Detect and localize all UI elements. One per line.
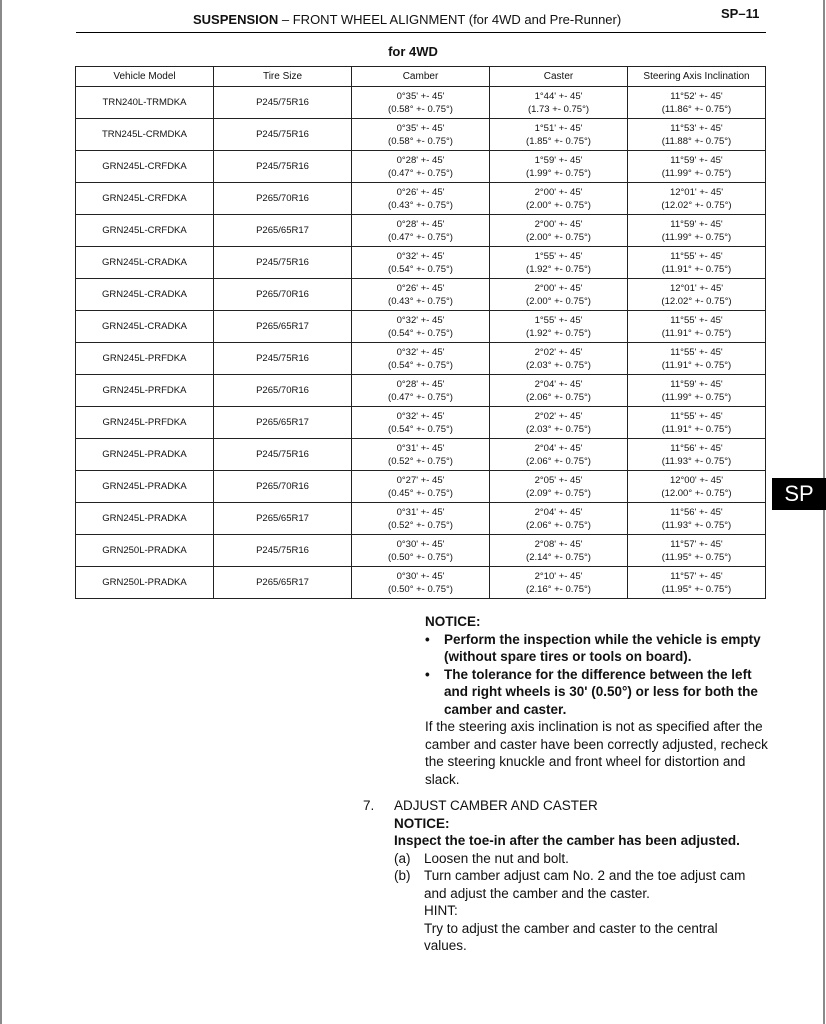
table-body: [76, 87, 766, 599]
sub-step-a: [394, 850, 763, 868]
bullet-icon: •: [425, 666, 430, 682]
camber-cell: [352, 503, 490, 535]
tire-size-cell-text: P245/75R16: [256, 97, 309, 108]
sai-cell-dms: 12°01' +- 45': [669, 282, 724, 294]
camber-cell-decimal: (0.45° +- 0.75°): [388, 487, 453, 499]
table-header-row: [76, 67, 766, 87]
step-notice-text: Inspect the toe-in after the camber has been adjusted.: [394, 833, 740, 848]
caster-cell-decimal: (2.06° +- 0.75°): [526, 455, 591, 467]
page-header: [193, 12, 621, 27]
camber-cell: [352, 471, 490, 503]
sai-cell: [628, 311, 766, 343]
alignment-spec-table: [75, 66, 766, 599]
vehicle-model-cell-text: GRN245L-CRFDKA: [102, 225, 187, 236]
caster-cell: [490, 119, 628, 151]
caster-cell: [490, 503, 628, 535]
vehicle-model-cell-text: GRN245L-PRFDKA: [102, 385, 187, 396]
caster-cell: [490, 343, 628, 375]
sai-cell-decimal: (11.95° +- 0.75°): [661, 551, 732, 563]
caster-cell-decimal: (1.85° +- 0.75°): [526, 135, 591, 147]
camber-cell: [352, 535, 490, 567]
tire-size-cell: [214, 407, 352, 439]
caster-cell-dms: 2°04' +- 45': [534, 506, 583, 518]
tire-size-cell-text: P245/75R16: [256, 129, 309, 140]
camber-cell-decimal: (0.47° +- 0.75°): [388, 391, 453, 403]
tire-size-cell-text: P245/75R16: [256, 353, 309, 364]
vehicle-model-cell: [76, 279, 214, 311]
tire-size-cell-text: P265/65R17: [256, 577, 309, 588]
bullet-icon: •: [425, 631, 430, 647]
vehicle-model-cell-text: GRN245L-PRADKA: [102, 513, 187, 524]
camber-cell: [352, 279, 490, 311]
caster-cell-dms: 1°44' +- 45': [534, 90, 583, 102]
vehicle-model-cell: [76, 535, 214, 567]
camber-cell-dms: 0°35' +- 45': [396, 90, 445, 102]
sai-cell: [628, 87, 766, 119]
sai-cell-decimal: (12.02° +- 0.75°): [661, 199, 732, 211]
sai-cell-decimal: (11.91° +- 0.75°): [661, 423, 732, 435]
caster-cell-dms: 1°55' +- 45': [534, 250, 583, 262]
vehicle-model-cell-text: GRN250L-PRADKA: [102, 577, 187, 588]
sai-cell: [628, 279, 766, 311]
camber-cell: [352, 119, 490, 151]
sai-cell-dms: 11°59' +- 45': [670, 218, 723, 230]
vehicle-model-cell: [76, 183, 214, 215]
tire-size-cell: [214, 503, 352, 535]
table-row: [76, 311, 766, 343]
caster-cell-decimal: (2.03° +- 0.75°): [526, 423, 591, 435]
tire-size-cell-text: P265/65R17: [256, 225, 309, 236]
tire-size-cell: [214, 375, 352, 407]
vehicle-model-cell-text: GRN250L-PRADKA: [102, 545, 187, 556]
caster-cell-decimal: (2.06° +- 0.75°): [526, 391, 591, 403]
camber-cell-dms: 0°28' +- 45': [396, 378, 445, 390]
tire-size-cell: [214, 87, 352, 119]
hint-text: Try to adjust the camber and caster to the central values.: [424, 920, 718, 953]
camber-cell: [352, 407, 490, 439]
sai-cell-decimal: (11.99° +- 0.75°): [661, 391, 732, 403]
caster-cell: [490, 87, 628, 119]
camber-cell-decimal: (0.50° +- 0.75°): [388, 551, 453, 563]
step-notice-heading: NOTICE:: [394, 815, 450, 831]
camber-cell: [352, 439, 490, 471]
sai-cell: [628, 407, 766, 439]
tire-size-cell-text: P265/65R17: [256, 513, 309, 524]
caster-cell-decimal: (1.99° +- 0.75°): [526, 167, 591, 179]
camber-cell-dms: 0°30' +- 45': [396, 538, 445, 550]
column-header-vehicle-model: Vehicle Model: [76, 67, 214, 87]
tire-size-cell-text: P265/65R17: [256, 417, 309, 428]
vehicle-model-cell-text: GRN245L-PRFDKA: [102, 417, 187, 428]
camber-cell-decimal: (0.47° +- 0.75°): [388, 167, 453, 179]
caster-cell-dms: 2°02' +- 45': [534, 346, 583, 358]
camber-cell: [352, 311, 490, 343]
table-row: [76, 407, 766, 439]
camber-cell: [352, 567, 490, 599]
camber-cell-dms: 0°32' +- 45': [396, 410, 445, 422]
sai-cell: [628, 375, 766, 407]
camber-cell-dms: 0°26' +- 45': [396, 282, 445, 294]
sai-cell-dms: 11°57' +- 45': [670, 570, 723, 582]
camber-cell: [352, 215, 490, 247]
page-frame-left: [0, 0, 2, 1024]
caster-cell-dms: 2°04' +- 45': [534, 442, 583, 454]
page-frame-right: [823, 0, 825, 1024]
sai-cell-dms: 11°53' +- 45': [670, 122, 723, 134]
camber-cell-dms: 0°27' +- 45': [396, 474, 445, 486]
table-row: [76, 375, 766, 407]
camber-cell-dms: 0°30' +- 45': [396, 570, 445, 582]
step-title: ADJUST CAMBER AND CASTER: [394, 798, 598, 813]
camber-cell-dms: 0°28' +- 45': [396, 154, 445, 166]
tire-size-cell-text: P265/65R17: [256, 321, 309, 332]
table-caption: for 4WD: [388, 44, 438, 59]
camber-cell-dms: 0°32' +- 45': [396, 314, 445, 326]
tire-size-cell-text: P265/70R16: [256, 385, 309, 396]
camber-cell: [352, 87, 490, 119]
caster-cell: [490, 311, 628, 343]
vehicle-model-cell-text: TRN245L-CRMDKA: [102, 129, 187, 140]
caster-cell-decimal: (2.09° +- 0.75°): [526, 487, 591, 499]
hint-heading: HINT:: [424, 903, 458, 918]
table-row: [76, 87, 766, 119]
step-7: [363, 797, 763, 955]
camber-cell: [352, 375, 490, 407]
caster-cell: [490, 471, 628, 503]
tire-size-cell: [214, 343, 352, 375]
notice-list: [425, 631, 775, 719]
camber-cell: [352, 343, 490, 375]
camber-cell-dms: 0°31' +- 45': [396, 442, 445, 454]
sai-cell-decimal: (12.00° +- 0.75°): [661, 487, 732, 499]
camber-cell-dms: 0°32' +- 45': [396, 250, 445, 262]
camber-cell-decimal: (0.54° +- 0.75°): [388, 423, 453, 435]
camber-cell-decimal: (0.47° +- 0.75°): [388, 231, 453, 243]
table-row: [76, 119, 766, 151]
sai-cell-decimal: (11.95° +- 0.75°): [661, 583, 732, 595]
table-row: [76, 567, 766, 599]
caster-cell-decimal: (1.73 +- 0.75°): [527, 103, 590, 115]
sai-cell-dms: 11°55' +- 45': [670, 410, 723, 422]
caster-cell-dms: 2°04' +- 45': [534, 378, 583, 390]
caster-cell-dms: 2°05' +- 45': [534, 474, 583, 486]
sai-cell-decimal: (11.99° +- 0.75°): [661, 231, 732, 243]
sub-step-label: (a): [394, 850, 411, 866]
caster-cell: [490, 567, 628, 599]
tire-size-cell: [214, 247, 352, 279]
caster-cell-dms: 2°00' +- 45': [534, 186, 583, 198]
caster-cell-decimal: (2.00° +- 0.75°): [526, 199, 591, 211]
caster-cell-decimal: (2.00° +- 0.75°): [526, 295, 591, 307]
sai-cell: [628, 215, 766, 247]
tire-size-cell: [214, 439, 352, 471]
sai-cell-decimal: (11.91° +- 0.75°): [661, 263, 732, 275]
page-number: SP–11: [721, 6, 760, 21]
caster-cell: [490, 279, 628, 311]
tire-size-cell: [214, 567, 352, 599]
caster-cell: [490, 247, 628, 279]
vehicle-model-cell: [76, 503, 214, 535]
vehicle-model-cell: [76, 439, 214, 471]
tire-size-cell-text: P245/75R16: [256, 257, 309, 268]
vehicle-model-cell-text: GRN245L-CRADKA: [102, 321, 187, 332]
sai-cell-dms: 11°59' +- 45': [670, 154, 723, 166]
tire-size-cell: [214, 183, 352, 215]
caster-cell-dms: 1°55' +- 45': [534, 314, 583, 326]
vehicle-model-cell: [76, 471, 214, 503]
sai-cell-decimal: (12.02° +- 0.75°): [661, 295, 732, 307]
camber-cell-dms: 0°32' +- 45': [396, 346, 445, 358]
vehicle-model-cell: [76, 87, 214, 119]
caster-cell-decimal: (2.00° +- 0.75°): [526, 231, 591, 243]
header-divider: [76, 32, 766, 33]
sai-cell-decimal: (11.93° +- 0.75°): [661, 455, 732, 467]
sai-cell: [628, 471, 766, 503]
camber-cell-decimal: (0.52° +- 0.75°): [388, 455, 453, 467]
tire-size-cell-text: P245/75R16: [256, 161, 309, 172]
tire-size-cell-text: P265/70R16: [256, 289, 309, 300]
sub-step-label: (b): [394, 868, 411, 883]
caster-cell: [490, 535, 628, 567]
vehicle-model-cell-text: GRN245L-PRADKA: [102, 481, 187, 492]
sai-cell-dms: 11°56' +- 45': [670, 506, 723, 518]
caster-cell-dms: 2°00' +- 45': [534, 218, 583, 230]
caster-cell: [490, 183, 628, 215]
caster-cell-dms: 2°02' +- 45': [534, 410, 583, 422]
sai-cell-dms: 11°57' +- 45': [670, 538, 723, 550]
tire-size-cell: [214, 151, 352, 183]
camber-cell-decimal: (0.50° +- 0.75°): [388, 583, 453, 595]
table-row: [76, 215, 766, 247]
caster-cell: [490, 375, 628, 407]
vehicle-model-cell-text: GRN245L-CRADKA: [102, 257, 187, 268]
camber-cell-dms: 0°35' +- 45': [396, 122, 445, 134]
sai-cell-decimal: (11.86° +- 0.75°): [661, 103, 732, 115]
tire-size-cell: [214, 215, 352, 247]
sai-cell: [628, 151, 766, 183]
camber-cell-decimal: (0.54° +- 0.75°): [388, 327, 453, 339]
camber-cell-decimal: (0.58° +- 0.75°): [388, 135, 453, 147]
caster-cell-decimal: (2.16° +- 0.75°): [526, 583, 591, 595]
vehicle-model-cell: [76, 375, 214, 407]
sai-cell-dms: 11°52' +- 45': [670, 90, 723, 102]
tire-size-cell: [214, 535, 352, 567]
tire-size-cell: [214, 311, 352, 343]
vehicle-model-cell-text: GRN245L-PRADKA: [102, 449, 187, 460]
vehicle-model-cell: [76, 247, 214, 279]
sub-step-text: Turn camber adjust cam No. 2 and the toe adjust cam and adjust the camber and the caster.: [424, 868, 746, 901]
tire-size-cell-text: P245/75R16: [256, 545, 309, 556]
camber-cell: [352, 247, 490, 279]
table-row: [76, 183, 766, 215]
notice-item: [425, 631, 775, 666]
caster-cell-dms: 2°00' +- 45': [534, 282, 583, 294]
sai-cell-decimal: (11.91° +- 0.75°): [661, 359, 732, 371]
caster-cell-decimal: (2.06° +- 0.75°): [526, 519, 591, 531]
caster-cell-decimal: (2.14° +- 0.75°): [526, 551, 591, 563]
vehicle-model-cell: [76, 215, 214, 247]
caster-cell: [490, 407, 628, 439]
vehicle-model-cell: [76, 119, 214, 151]
notice-block: [425, 613, 775, 788]
table-row: [76, 471, 766, 503]
section-name: SUSPENSION: [193, 12, 279, 27]
caster-cell-dms: 1°59' +- 45': [534, 154, 583, 166]
notice-item-text: Perform the inspection while the vehicle is empty (without spare tires or tools on board).: [444, 631, 761, 664]
section-title: FRONT WHEEL ALIGNMENT (for 4WD and Pre-Runner): [292, 12, 622, 27]
vehicle-model-cell-text: GRN245L-CRFDKA: [102, 193, 187, 204]
sai-cell: [628, 439, 766, 471]
tire-size-cell: [214, 279, 352, 311]
sai-cell-decimal: (11.93° +- 0.75°): [661, 519, 732, 531]
sai-cell-dms: 11°59' +- 45': [670, 378, 723, 390]
caster-cell-dms: 2°08' +- 45': [534, 538, 583, 550]
camber-cell-dms: 0°28' +- 45': [396, 218, 445, 230]
section-tab: SP: [772, 478, 826, 510]
sai-cell-dms: 11°55' +- 45': [670, 314, 723, 326]
sai-cell-decimal: (11.99° +- 0.75°): [661, 167, 732, 179]
camber-cell-decimal: (0.54° +- 0.75°): [388, 263, 453, 275]
camber-cell-decimal: (0.54° +- 0.75°): [388, 359, 453, 371]
tire-size-cell-text: P265/70R16: [256, 193, 309, 204]
sai-cell-decimal: (11.91° +- 0.75°): [661, 327, 732, 339]
table-row: [76, 279, 766, 311]
table-row: [76, 439, 766, 471]
sai-cell: [628, 535, 766, 567]
sai-cell: [628, 503, 766, 535]
vehicle-model-cell-text: GRN245L-CRADKA: [102, 289, 187, 300]
notice-item-text: The tolerance for the difference between the left and right wheels is 30' (0.50°) or less for both the camber and caster.: [444, 666, 758, 717]
tire-size-cell: [214, 119, 352, 151]
camber-cell: [352, 183, 490, 215]
tire-size-cell: [214, 471, 352, 503]
caster-cell-decimal: (2.03° +- 0.75°): [526, 359, 591, 371]
vehicle-model-cell: [76, 151, 214, 183]
camber-cell-dms: 0°31' +- 45': [396, 506, 445, 518]
sai-cell: [628, 343, 766, 375]
caster-cell: [490, 439, 628, 471]
column-header-caster: Caster: [490, 67, 628, 87]
caster-cell-dms: 1°51' +- 45': [534, 122, 583, 134]
vehicle-model-cell: [76, 343, 214, 375]
tire-size-cell-text: P265/70R16: [256, 481, 309, 492]
sai-cell: [628, 183, 766, 215]
sub-step-b: [394, 867, 763, 955]
caster-cell-decimal: (1.92° +- 0.75°): [526, 263, 591, 275]
sai-cell-decimal: (11.88° +- 0.75°): [661, 135, 732, 147]
vehicle-model-cell: [76, 567, 214, 599]
sai-cell-dms: 11°56' +- 45': [670, 442, 723, 454]
table-row: [76, 503, 766, 535]
table-row: [76, 343, 766, 375]
camber-cell-dms: 0°26' +- 45': [396, 186, 445, 198]
sub-step-text: Loosen the nut and bolt.: [424, 850, 569, 866]
sai-cell-dms: 11°55' +- 45': [670, 346, 723, 358]
caster-cell: [490, 151, 628, 183]
column-header-steering-axis-inclination: Steering Axis Inclination: [628, 67, 766, 87]
camber-cell-decimal: (0.52° +- 0.75°): [388, 519, 453, 531]
caster-cell-dms: 2°10' +- 45': [534, 570, 583, 582]
sai-cell: [628, 119, 766, 151]
caster-cell-decimal: (1.92° +- 0.75°): [526, 327, 591, 339]
header-dash: –: [281, 12, 290, 27]
tire-size-cell-text: P245/75R16: [256, 449, 309, 460]
step-body: [394, 797, 763, 955]
sai-cell: [628, 247, 766, 279]
vehicle-model-cell: [76, 311, 214, 343]
notice-heading: NOTICE:: [425, 614, 481, 629]
table-row: [76, 535, 766, 567]
sai-cell-dms: 12°00' +- 45': [669, 474, 724, 486]
caster-cell: [490, 215, 628, 247]
sai-cell: [628, 567, 766, 599]
notice-item: [425, 666, 775, 719]
camber-cell-decimal: (0.43° +- 0.75°): [388, 199, 453, 211]
sai-cell-dms: 12°01' +- 45': [669, 186, 724, 198]
column-header-tire-size: Tire Size: [214, 67, 352, 87]
table-row: [76, 151, 766, 183]
camber-cell-decimal: (0.43° +- 0.75°): [388, 295, 453, 307]
vehicle-model-cell: [76, 407, 214, 439]
camber-cell: [352, 151, 490, 183]
step-number: 7.: [363, 798, 375, 813]
column-header-camber: Camber: [352, 67, 490, 87]
inclination-note: If the steering axis inclination is not as specified after the camber and caster have been correctly adjusted, recheck the steering knuckle and front wheel for distortion and slack.: [425, 719, 768, 787]
vehicle-model-cell-text: GRN245L-CRFDKA: [102, 161, 187, 172]
vehicle-model-cell-text: TRN240L-TRMDKA: [102, 97, 187, 108]
sai-cell-dms: 11°55' +- 45': [670, 250, 723, 262]
vehicle-model-cell-text: GRN245L-PRFDKA: [102, 353, 187, 364]
table-row: [76, 247, 766, 279]
camber-cell-decimal: (0.58° +- 0.75°): [388, 103, 453, 115]
